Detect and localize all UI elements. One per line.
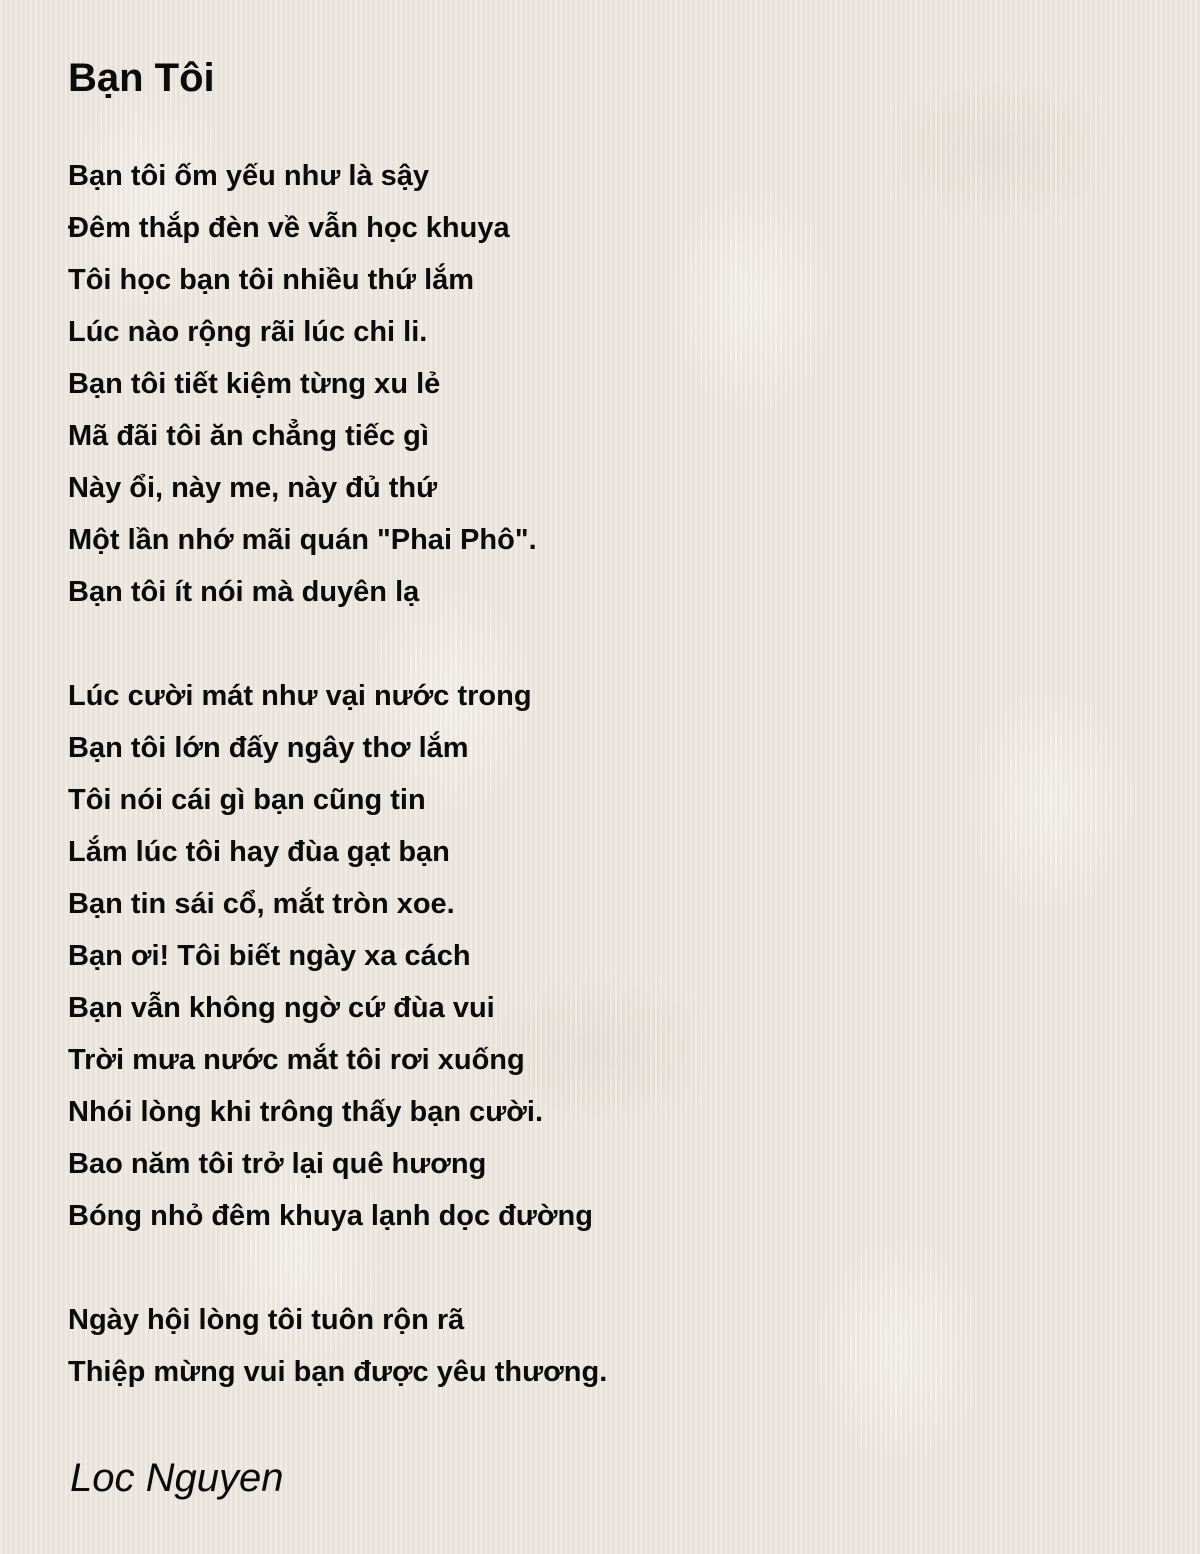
poem-line: Bạn tôi ít nói mà duyên lạ xyxy=(68,576,420,608)
stanza-3 xyxy=(68,1294,1160,1398)
poem-line: Trời mưa nước mắt tôi rơi xuống xyxy=(68,1044,525,1076)
poem-title: Bạn Tôi xyxy=(68,56,215,100)
poem-line: Lắm lúc tôi hay đùa gạt bạn xyxy=(68,836,450,868)
poem-line: Một lần nhớ mãi quán "Phai Phô". xyxy=(68,524,537,556)
poem-card xyxy=(68,52,1160,1504)
poem-line: Bạn vẫn không ngờ cứ đùa vui xyxy=(68,992,495,1024)
poem-line: Tôi học bạn tôi nhiều thứ lắm xyxy=(68,264,475,296)
poem-line: Nhói lòng khi trông thấy bạn cười. xyxy=(68,1096,544,1128)
poem-line: Lúc nào rộng rãi lúc chi li. xyxy=(68,316,428,348)
poem-line: Đêm thắp đèn về vẫn học khuya xyxy=(68,212,510,244)
poem-line: Thiệp mừng vui bạn được yêu thương. xyxy=(68,1356,608,1388)
poem-line: Bao năm tôi trở lại quê hương xyxy=(68,1148,487,1180)
poem-line: Lúc cười mát như vại nước trong xyxy=(68,680,532,712)
poem-line: Bạn ơi! Tôi biết ngày xa cách xyxy=(68,940,471,972)
poem-line: Ngày hội lòng tôi tuôn rộn rã xyxy=(68,1304,465,1336)
poem-line: Bạn tin sái cổ, mắt tròn xoe. xyxy=(68,888,455,920)
poem-line: Bóng nhỏ đêm khuya lạnh dọc đường xyxy=(68,1200,593,1232)
poem-line: Này ổi, này me, này đủ thứ xyxy=(68,472,438,504)
poem-author: Loc Nguyen xyxy=(70,1456,284,1500)
poem-line: Bạn tôi tiết kiệm từng xu lẻ xyxy=(68,368,441,400)
poem-line: Bạn tôi lớn đấy ngây thơ lắm xyxy=(68,732,469,764)
stanza-1 xyxy=(68,150,1160,618)
poem-line: Mã đãi tôi ăn chẳng tiếc gì xyxy=(68,420,429,452)
stanza-2 xyxy=(68,670,1160,1242)
poem-line: Tôi nói cái gì bạn cũng tin xyxy=(68,784,426,816)
poem-line: Bạn tôi ốm yếu như là sậy xyxy=(68,160,430,192)
